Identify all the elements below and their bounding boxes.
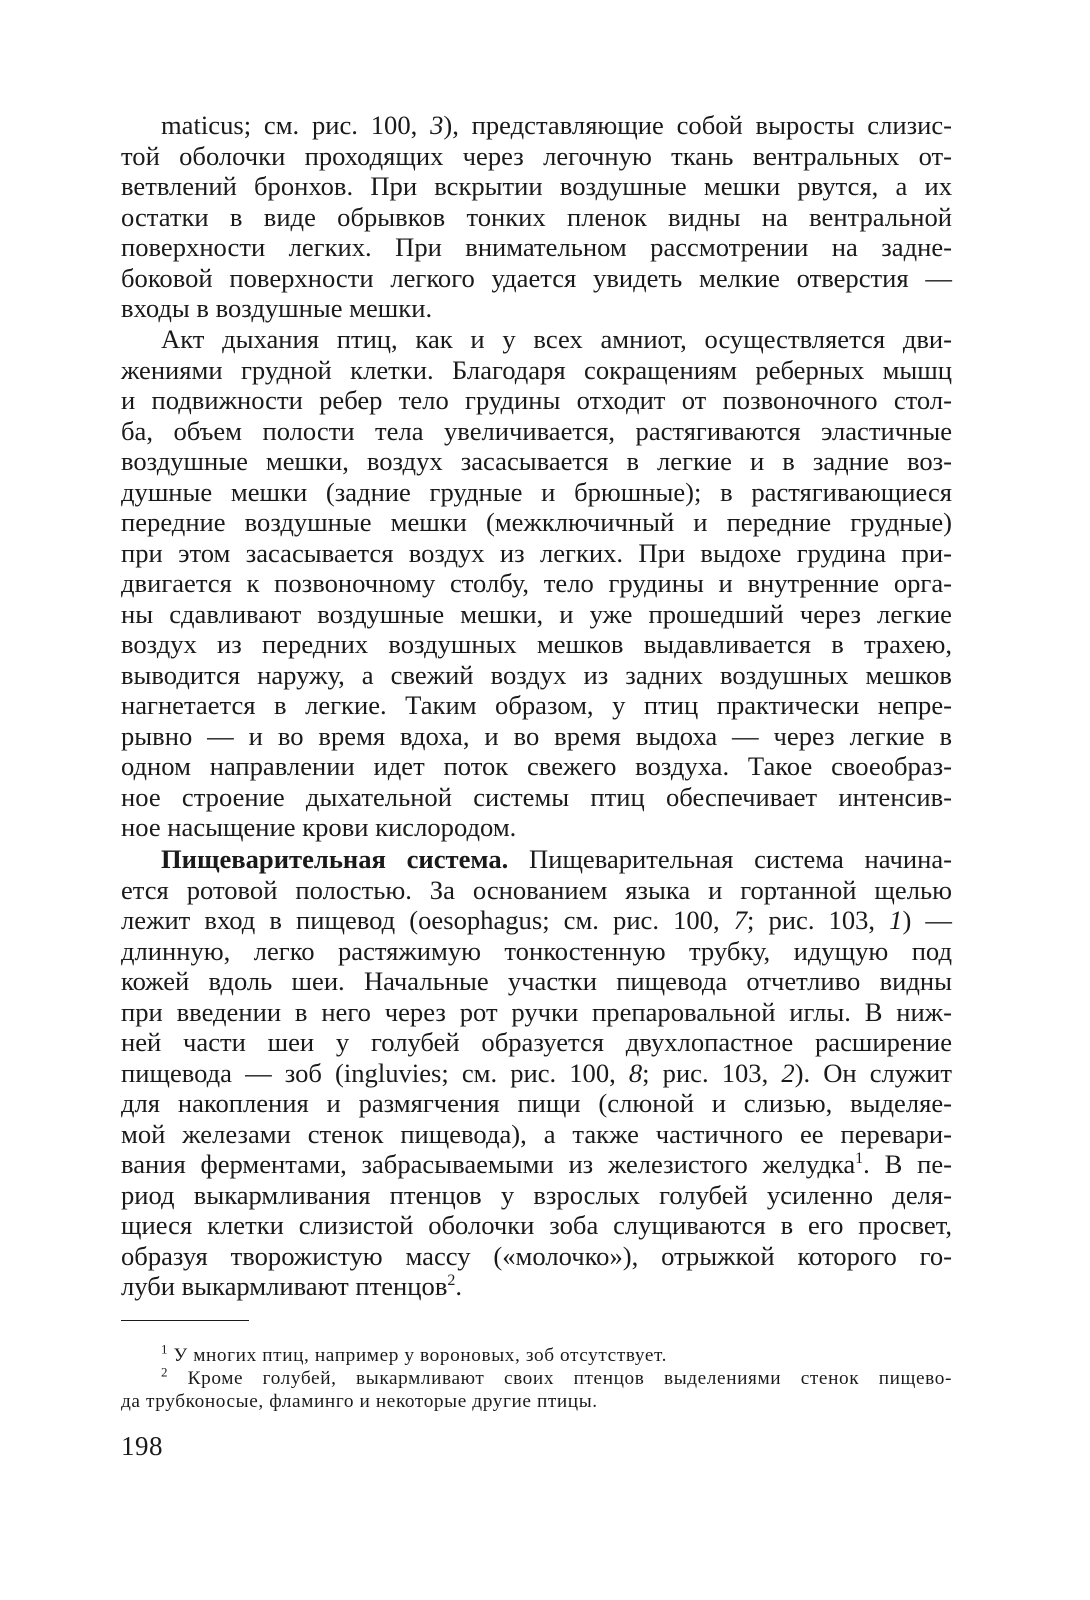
text-run: вания ферментами, забрасываемыми из железистого желудка [121, 1149, 856, 1179]
text-line [121, 599, 952, 630]
text-run: ны сдавливают воздушные мешки, и уже прошедший через легкие [121, 598, 952, 629]
text-line [121, 110, 952, 141]
text-line [121, 1271, 952, 1302]
text-run: ; рис. 103, [747, 905, 890, 935]
text-line [121, 507, 952, 538]
text-line [121, 690, 952, 721]
text-run: мой железами стенок пищевода), а также частичного ее перевари- [121, 1118, 952, 1149]
text-run: 3 [430, 110, 444, 140]
footnote-reference: 2 [447, 1272, 456, 1290]
text-line [121, 875, 952, 906]
text-line [121, 1119, 952, 1150]
text-line [121, 171, 952, 202]
text-run: . [455, 1271, 463, 1301]
footnote-line [121, 1390, 952, 1413]
text-run: образуя творожистую массу («молочко»), отрыжкой которого го- [121, 1240, 952, 1271]
text-run: 8 [628, 1057, 643, 1088]
text-run: Пищеварительная система начина- [508, 844, 952, 874]
text-run: ное строение дыхательной системы птиц обеспечивает интенсив- [121, 781, 952, 812]
text-run: при введении в него через рот ручки препаровальной иглы. В ниж- [121, 996, 952, 1027]
text-line [121, 1241, 952, 1272]
text-run: ; рис. 103, [642, 1057, 782, 1088]
text-run: лежит вход в пищевод (oesophagus; см. рис. 100, [121, 905, 734, 935]
text-run: поверхности легких. При внимательном рассмотрении на задне- [121, 232, 952, 262]
footnote-line [121, 1364, 952, 1390]
text-line [121, 385, 952, 416]
text-run: одном направлении идет поток свежего воздуха. Такое своеобраз- [121, 751, 952, 781]
text-run: при этом засасывается воздух из легких. При выдохе грудина при- [121, 537, 952, 568]
footnote-2 [121, 1364, 952, 1413]
text-run: 1 [889, 905, 903, 935]
text-line [121, 905, 952, 936]
text-run: нагнетается в легкие. Таким образом, у птиц практически непре- [121, 690, 952, 720]
text-line [121, 293, 952, 324]
text-run: рывно — и во время вдоха, и во время выдоха — через легкие в [121, 720, 952, 751]
text-line [121, 477, 952, 508]
text-line [121, 997, 952, 1028]
footnote-marker: 1 [161, 1341, 169, 1357]
footnote-separator [121, 1320, 249, 1321]
footnote-text: У многих птиц, например у вороновых, зоб отсутствует. [173, 1345, 668, 1366]
text-line [121, 1058, 952, 1089]
text-run: воздух из передних воздушных мешков выдавливается в трахею, [121, 629, 952, 659]
text-run: ное насыщение крови кислородом. [121, 812, 517, 842]
text-run: ) — [902, 905, 952, 935]
text-run: луби выкармливают птенцов [121, 1271, 448, 1301]
footnote-text: да трубконосые, фламинго и некоторые другие птицы. [121, 1391, 598, 1412]
text-run: риод выкармливания птенцов у взрослых голубей усиленно деля- [121, 1179, 952, 1210]
text-line [121, 568, 952, 599]
text-run: ба, объем полости тела увеличивается, растягиваются эластичные [121, 415, 952, 446]
text-run: щиеся клетки слизистой оболочки зоба слущиваются в его просвет, [121, 1210, 952, 1240]
text-run: жениями грудной клетки. Благодаря сокращениям реберных мышц [121, 354, 952, 385]
text-run: ней части шеи у голубей образуется двухлопастное расширение [121, 1027, 952, 1057]
text-run: выводится наружу, а свежий воздух из задних воздушных мешков [121, 659, 952, 690]
text-line [121, 629, 952, 660]
text-line [121, 660, 952, 691]
text-line [121, 355, 952, 386]
text-run: входы в воздушные мешки. [121, 293, 433, 323]
text-line [121, 936, 952, 967]
text-line [121, 446, 952, 477]
text-line [121, 721, 952, 752]
text-run: пищевода — зоб (ingluvies; см. рис. 100, [121, 1057, 629, 1088]
text-line [121, 416, 952, 447]
text-run: остатки в виде обрывков тонких пленок видны на вентральной [121, 201, 952, 232]
text-line [121, 782, 952, 813]
text-run: ветвлений бронхов. При вскрытии воздушные мешки рвутся, а их [121, 171, 952, 201]
section-heading: Пищеварительная система. [161, 844, 509, 874]
text-line [121, 1180, 952, 1211]
footnote-1 [121, 1341, 952, 1367]
text-run: ). Он служит [794, 1057, 952, 1088]
text-run: кожей вдоль шеи. Начальные участки пищевода отчетливо видны [121, 966, 952, 996]
paragraph-breathing [121, 324, 952, 843]
footnote-reference: 1 [855, 1150, 864, 1168]
text-run: maticus; см. рис. 100, [161, 110, 431, 140]
text-run: душные мешки (задние грудные и брюшные); в растягивающиеся [121, 476, 952, 507]
text-line [121, 141, 952, 172]
text-run: Акт дыхания птиц, как и у всех амниот, осуществляется дви- [161, 324, 952, 354]
text-line [121, 966, 952, 997]
footnote-marker: 2 [161, 1364, 169, 1380]
text-line [121, 751, 952, 782]
footnote-line [121, 1341, 952, 1367]
text-run: воздушные мешки, воздух засасывается в легкие и в задние воз- [121, 446, 952, 476]
text-line [121, 1149, 952, 1180]
text-run: 2 [781, 1057, 795, 1088]
text-run: и подвижности ребер тело грудины отходит от позвоночного стол- [121, 385, 952, 415]
text-line [121, 812, 952, 843]
text-run: двигается к позвоночному столбу, тело грудины и внутренние орга- [121, 568, 952, 598]
text-run: той оболочки проходящих через легочную ткань вентральных от- [121, 140, 952, 171]
paragraph-digestive-system [121, 844, 952, 1302]
text-line [121, 263, 952, 294]
text-run: передние воздушные мешки (межключичный и передние грудные) [121, 507, 952, 537]
text-run: боковой поверхности легкого удается увидеть мелкие отверстия — [121, 262, 952, 293]
paragraph-air-sacs [121, 110, 952, 324]
text-run: длинную, легко растяжимую тонкостенную трубку, идущую под [121, 935, 952, 966]
text-run: ), представляющие собой выросты слизис- [443, 110, 953, 140]
text-line [121, 1210, 952, 1241]
text-line [121, 1088, 952, 1119]
text-line [121, 324, 952, 355]
text-line [121, 202, 952, 233]
footnote-text: Кроме голубей, выкармливают своих птенцов выделениями стенок пищево- [187, 1368, 952, 1389]
text-run: . В пе- [863, 1149, 952, 1179]
text-line [121, 844, 952, 875]
text-run: для накопления и размягчения пищи (слюной и слизью, выделяе- [121, 1088, 952, 1118]
text-run: 7 [733, 905, 748, 935]
page-number: 198 [121, 1431, 163, 1461]
text-line [121, 1027, 952, 1058]
text-run: ется ротовой полостью. За основанием языка и гортанной щелью [121, 874, 952, 905]
text-line [121, 232, 952, 263]
text-line [121, 538, 952, 569]
